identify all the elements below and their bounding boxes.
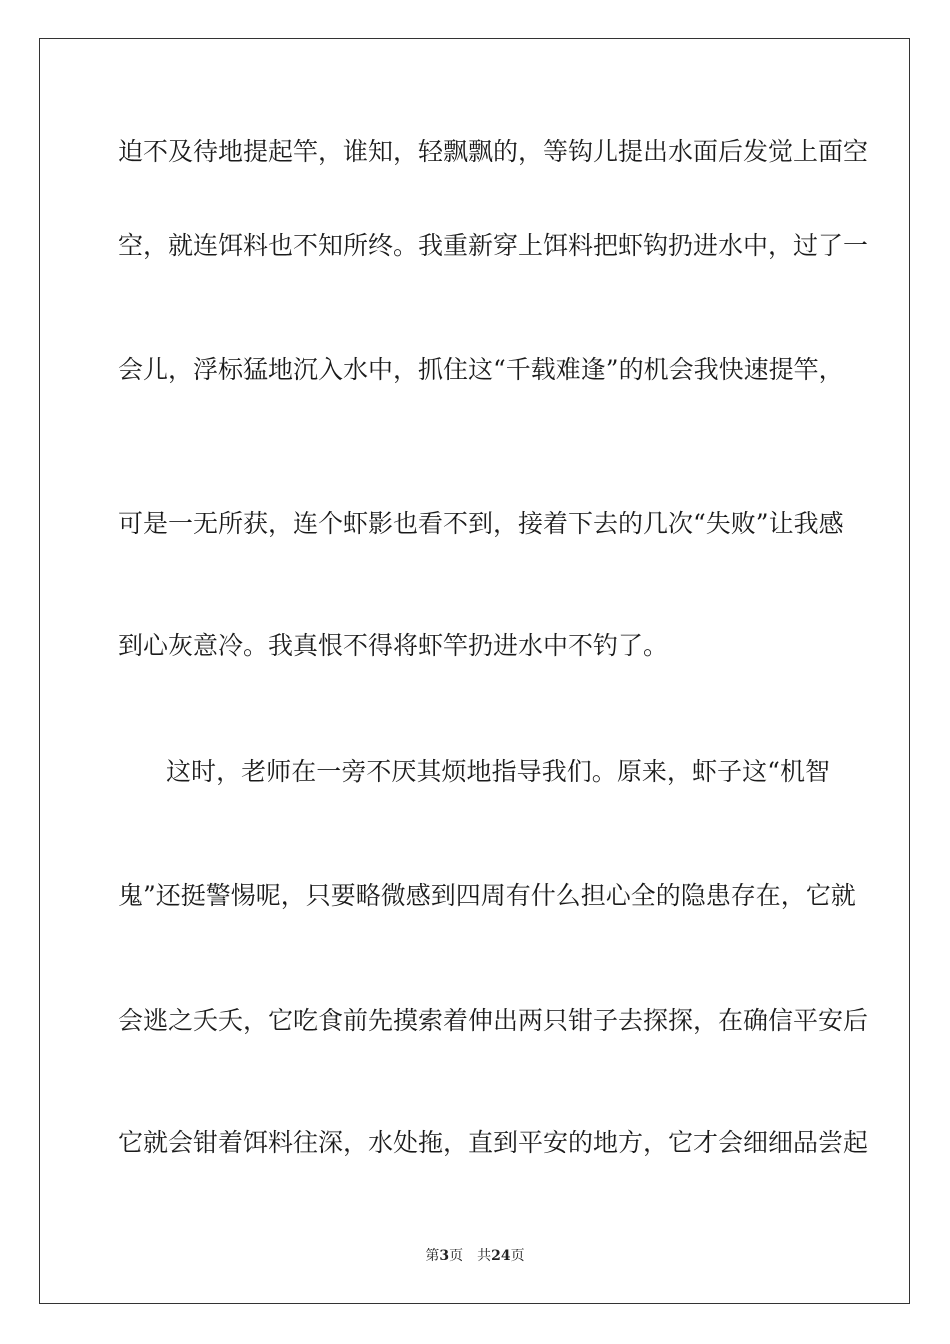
page-total-suffix: 页 [510, 1248, 525, 1264]
paragraph-line: 鬼”还挺警惕呢，只要略微感到四周有什么担心全的隐患存在，它就 [118, 881, 856, 910]
paragraph-line: 它就会钳着饵料往深，水处拖，直到平安的地方，它才会细细品尝起 [118, 1128, 869, 1157]
paragraph-line: 会逃之夭夭，它吃食前先摸索着伸出两只钳子去探探，在确信平安后 [118, 1006, 869, 1035]
paragraph-line: 到心灰意冷。我真恨不得将虾竿扔进水中不钓了。 [118, 631, 669, 660]
paragraph-line: 这时，老师在一旁不厌其烦地指导我们。原来，虾子这“机智 [166, 757, 830, 786]
page-border [39, 38, 910, 1304]
paragraph-line: 空，就连饵料也不知所终。我重新穿上饵料把虾钩扔进水中，过了一 [118, 231, 869, 260]
page-number-suffix: 页 [449, 1248, 464, 1264]
page-footer [0, 1247, 950, 1265]
page-total-count: 24 [491, 1248, 511, 1264]
page-number-prefix: 第 [425, 1248, 440, 1264]
paragraph-line: 迫不及待地提起竿，谁知，轻飘飘的，等钩儿提出水面后发觉上面空 [118, 137, 869, 166]
paragraph-line: 会儿，浮标猛地沉入水中，抓住这“千载难逢”的机会我快速提竿， [118, 355, 844, 384]
page-total-prefix: 共 [477, 1248, 492, 1264]
paragraph-line: 可是一无所获，连个虾影也看不到，接着下去的几次“失败”让我感 [118, 509, 844, 538]
page-number-current: 3 [439, 1248, 450, 1264]
